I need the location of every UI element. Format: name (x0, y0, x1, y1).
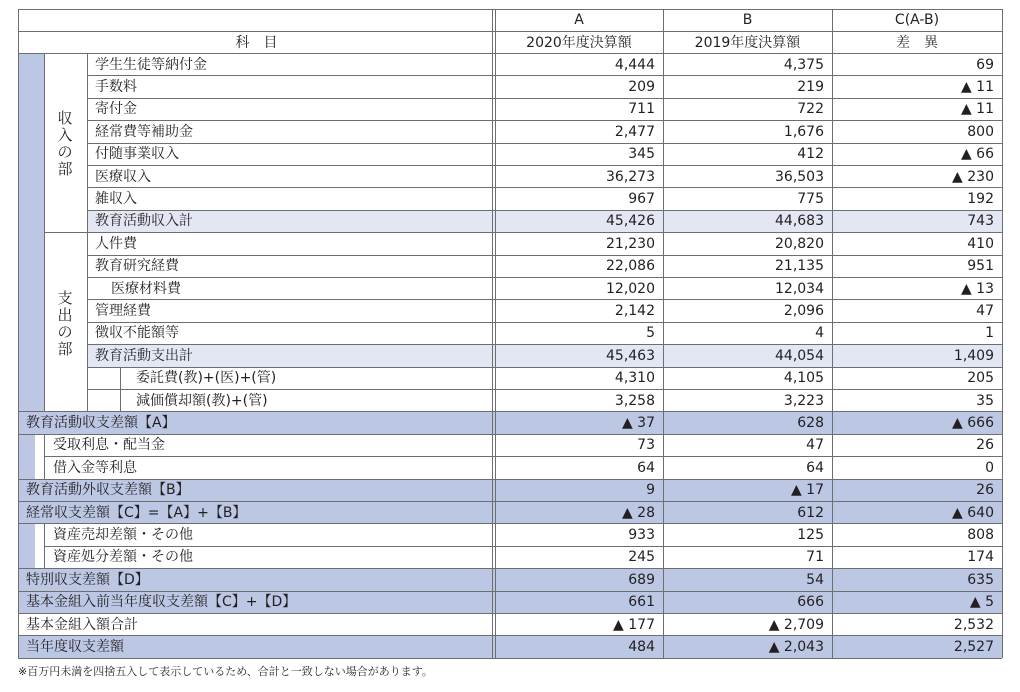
row-label: 借入金等利息 (53, 459, 137, 476)
value-2019: 54 (806, 571, 824, 588)
value-diff: ▲ 230 (952, 168, 994, 185)
row-label: 教育研究経費 (95, 258, 179, 275)
value-2019: 64 (806, 459, 824, 476)
value-2020: 12,020 (606, 280, 655, 297)
row-band (18, 434, 35, 479)
row-band (18, 523, 35, 568)
value-diff: 174 (967, 549, 994, 566)
value-diff: 1 (985, 325, 994, 342)
col-a-header: 2020年度決算額 (526, 35, 632, 51)
value-2020: 933 (628, 526, 655, 543)
value-2019: 3,223 (783, 392, 824, 409)
value-diff: ▲ 640 (952, 504, 994, 521)
row-label: 学生生徒等納付金 (95, 56, 207, 73)
value-2020: 64 (637, 459, 655, 476)
value-diff: 635 (967, 571, 994, 588)
grid-line (44, 434, 45, 479)
value-2019: 21,135 (775, 258, 824, 275)
value-diff: 808 (967, 526, 994, 543)
value-diff: 0 (985, 459, 994, 476)
value-2020: 3,258 (614, 392, 655, 409)
row-label: 手数料 (95, 78, 137, 95)
value-2019: 44,683 (775, 213, 824, 230)
value-2020: 45,463 (606, 347, 655, 364)
value-diff: 410 (967, 235, 994, 252)
value-2019: 4,105 (783, 370, 824, 387)
col-c-letter: C(A-B) (894, 12, 940, 28)
row-label: 当年度収支差額 (26, 638, 124, 655)
value-diff: 35 (976, 392, 994, 409)
value-2020: 484 (628, 638, 655, 655)
value-2019: 47 (806, 437, 824, 454)
grid-line (1002, 9, 1003, 658)
value-diff: 47 (976, 302, 994, 319)
value-diff: 69 (976, 56, 994, 73)
value-2020: 245 (628, 549, 655, 566)
value-diff: 26 (976, 482, 994, 499)
value-2019: 125 (797, 526, 824, 543)
value-2019: ▲ 2,709 (768, 616, 824, 633)
row-label: 医療材料費 (111, 280, 181, 297)
value-2019: 612 (797, 504, 824, 521)
value-2019: 775 (797, 190, 824, 207)
value-2019: 12,034 (775, 280, 824, 297)
value-2019: 412 (797, 146, 824, 163)
row-label: 基本金組入額合計 (26, 616, 138, 633)
col-b-letter: B (742, 12, 753, 28)
value-diff: 2,532 (953, 616, 994, 633)
value-2020: 21,230 (606, 235, 655, 252)
value-2020: ▲ 177 (613, 616, 655, 633)
value-diff: 743 (967, 213, 994, 230)
row-label: 基本金組入前当年度収支差額【C】+【D】 (26, 594, 297, 611)
value-diff: ▲ 5 (969, 594, 994, 611)
value-2019: 36,503 (775, 168, 824, 185)
value-2020: 2,477 (614, 123, 655, 140)
value-2020: 711 (628, 101, 655, 118)
row-label: 受取利息・配当金 (53, 437, 165, 454)
value-diff: 192 (967, 190, 994, 207)
value-2020: 661 (628, 594, 655, 611)
grid-line (120, 367, 121, 412)
row-label: 教育活動収支差額【A】 (26, 414, 176, 431)
value-diff: ▲ 11 (960, 101, 994, 118)
value-2020: 345 (628, 146, 655, 163)
value-diff: 26 (976, 437, 994, 454)
row-band (18, 53, 44, 411)
row-label: 徴収不能額等 (95, 325, 179, 342)
value-2020: 4,310 (614, 370, 655, 387)
footnote: ※百万円未満を四捨五入して表示しているため、合計と一致しない場合があります。 (18, 665, 433, 678)
row-label: 管理経費 (95, 302, 151, 319)
row-label: 寄付金 (95, 101, 137, 118)
row-label: 経常収支差額【C】=【A】+【B】 (26, 504, 247, 521)
row-label: 資産売却差額・その他 (53, 526, 193, 543)
value-2019: 4,375 (783, 56, 824, 73)
row-label: 経常費等補助金 (95, 123, 193, 140)
value-2020: 5 (646, 325, 655, 342)
value-diff: ▲ 66 (960, 146, 994, 163)
value-2019: 219 (797, 78, 824, 95)
grid-line (44, 53, 45, 411)
value-2020: 2,142 (614, 302, 655, 319)
value-diff: 800 (967, 123, 994, 140)
col-c-header: 差 異 (896, 35, 938, 51)
col-a-letter: A (574, 12, 584, 28)
row-label: 委託費(教)+(医)+(管) (136, 370, 277, 387)
grid-line (18, 658, 1002, 659)
row-label: 雑収入 (95, 190, 137, 207)
row-label: 医療収入 (95, 168, 151, 185)
row-label: 教育活動外収支差額【B】 (26, 482, 190, 499)
value-diff: ▲ 666 (952, 414, 994, 431)
row-label: 付随事業収入 (95, 146, 179, 163)
grid-line (87, 53, 88, 411)
subject-header: 科 目 (235, 35, 278, 51)
value-2020: ▲ 37 (621, 414, 655, 431)
expense-group-label: 支 出 の 部 (57, 289, 73, 358)
value-2019: 628 (797, 414, 824, 431)
value-2020: 73 (637, 437, 655, 454)
value-2020: 209 (628, 78, 655, 95)
value-2019: 666 (797, 594, 824, 611)
value-2019: 1,676 (783, 123, 824, 140)
value-2020: 45,426 (606, 213, 655, 230)
col-b-header: 2019年度決算額 (694, 35, 801, 51)
row-label: 教育活動収入計 (95, 213, 193, 230)
value-diff: ▲ 13 (960, 280, 994, 297)
value-2019: 722 (797, 101, 824, 118)
value-2020: ▲ 28 (621, 504, 655, 521)
value-2020: 9 (646, 482, 655, 499)
row-label: 減価償却額(教)+(管) (136, 392, 268, 409)
value-2019: 20,820 (775, 235, 824, 252)
value-2020: 967 (628, 190, 655, 207)
grid-line (44, 523, 45, 568)
value-2020: 4,444 (614, 56, 655, 73)
value-diff: 205 (967, 370, 994, 387)
income-group-label: 収 入 の 部 (57, 109, 73, 178)
row-label: 特別収支差額【D】 (26, 571, 149, 588)
value-2019: ▲ 2,043 (768, 638, 824, 655)
value-2019: 2,096 (783, 302, 824, 319)
value-2020: 22,086 (606, 258, 655, 275)
value-2019: 4 (815, 325, 824, 342)
value-2019: 44,054 (775, 347, 824, 364)
grid-line (18, 9, 19, 658)
value-diff: 2,527 (953, 638, 994, 655)
row-label: 人件費 (95, 235, 137, 252)
value-2020: 689 (628, 571, 655, 588)
grid-line (492, 9, 493, 658)
value-diff: 951 (967, 258, 994, 275)
value-diff: 1,409 (953, 347, 994, 364)
row-label: 教育活動支出計 (95, 347, 193, 364)
value-2019: ▲ 17 (790, 482, 824, 499)
value-diff: ▲ 11 (960, 78, 994, 95)
value-2019: 71 (806, 549, 824, 566)
value-2020: 36,273 (606, 168, 655, 185)
row-label: 資産処分差額・その他 (53, 549, 193, 566)
